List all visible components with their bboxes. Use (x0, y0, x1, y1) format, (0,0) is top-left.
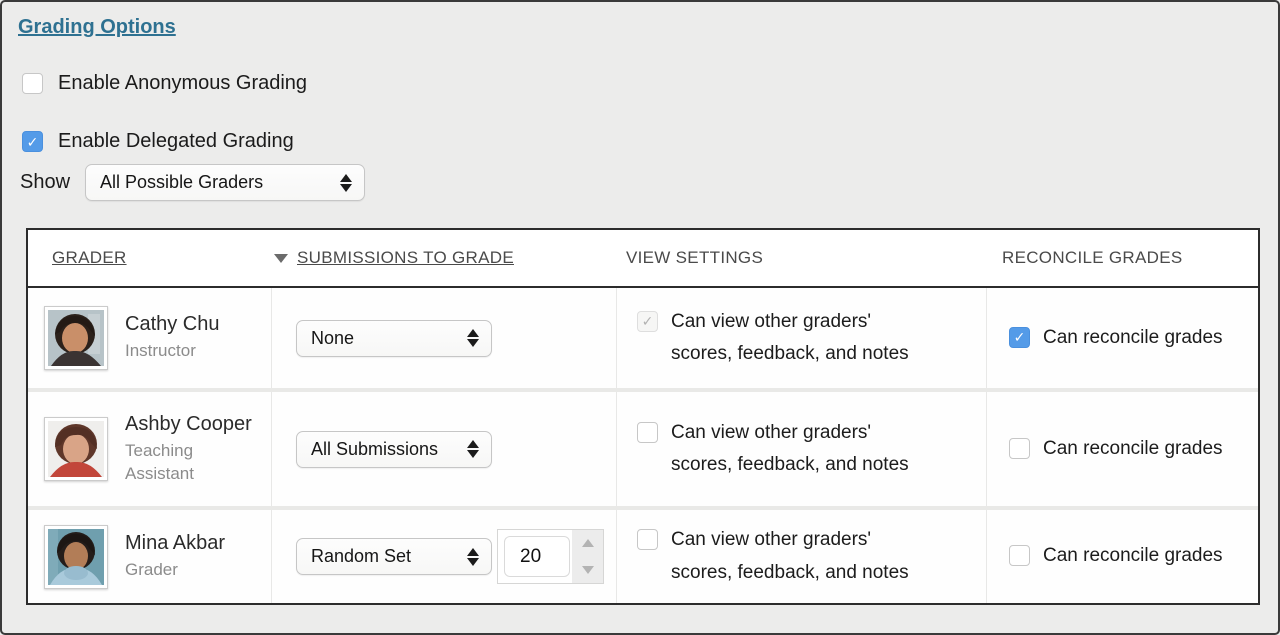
random-set-count-widget (497, 529, 604, 584)
submissions-select-value: All Submissions (311, 438, 439, 459)
reconcile-grades-checkbox[interactable] (1009, 545, 1030, 566)
table-header-row (28, 230, 1258, 288)
up-arrow-icon (582, 539, 594, 547)
submissions-select-value: None (311, 327, 355, 348)
grading-options-link[interactable]: Grading Options (18, 16, 176, 38)
reconcile-grades-label: Can reconcile grades (1043, 326, 1223, 348)
show-label: Show (20, 171, 71, 193)
view-settings-label: Can view other graders' scores, feedback, and notes (671, 421, 909, 475)
submissions-to-grade-select[interactable] (296, 538, 492, 575)
view-settings-checkbox[interactable] (637, 422, 658, 443)
header-submissions-sort-link[interactable]: SUBMISSIONS TO GRADE (297, 248, 514, 267)
table-row (28, 388, 1258, 506)
down-arrow-icon (582, 566, 594, 574)
header-reconcile-grades: RECONCILE GRADES (1002, 248, 1183, 267)
random-set-count-input[interactable] (504, 536, 570, 577)
anonymous-grading-label: Enable Anonymous Grading (58, 72, 308, 94)
reconcile-grades-checkbox[interactable] (1009, 327, 1030, 348)
view-settings-checkbox[interactable] (637, 529, 658, 550)
show-graders-select[interactable] (85, 164, 365, 201)
reconcile-grades-checkbox[interactable] (1009, 438, 1030, 459)
reconcile-grades-label: Can reconcile grades (1043, 437, 1223, 459)
submissions-to-grade-select[interactable] (296, 431, 492, 468)
grader-avatar (44, 525, 108, 589)
grader-role: Instructor (125, 341, 196, 361)
grader-avatar (44, 306, 108, 370)
select-arrows-icon (340, 174, 352, 192)
table-row (28, 288, 1258, 388)
grader-name: Mina Akbar (125, 531, 226, 554)
select-arrows-icon (467, 548, 479, 566)
reconcile-grades-label: Can reconcile grades (1043, 545, 1223, 567)
grader-name: Ashby Cooper (125, 413, 252, 436)
view-settings-label: Can view other graders' scores, feedback, and notes (671, 310, 909, 364)
spinner-up-button[interactable] (572, 530, 603, 557)
delegated-grading-option (22, 130, 1278, 153)
grader-role: Grader (125, 559, 178, 579)
header-grader-sort-link[interactable]: GRADER (52, 248, 127, 267)
select-arrows-icon (467, 440, 479, 458)
table-row (28, 506, 1258, 603)
anonymous-grading-checkbox[interactable] (22, 73, 43, 94)
view-settings-checkbox (637, 311, 658, 332)
select-arrows-icon (467, 329, 479, 347)
show-graders-row (20, 164, 1278, 201)
submissions-to-grade-select[interactable] (296, 320, 492, 357)
delegated-grading-label: Enable Delegated Grading (58, 130, 294, 152)
grader-avatar (44, 417, 108, 481)
delegated-grading-checkbox[interactable] (22, 131, 43, 152)
grader-role: Teaching Assistant (125, 441, 194, 483)
spinner-down-button[interactable] (572, 557, 603, 584)
delegated-graders-table (26, 228, 1260, 605)
view-settings-label: Can view other graders' scores, feedback, and notes (671, 529, 909, 583)
grader-name: Cathy Chu (125, 313, 220, 336)
submissions-select-value: Random Set (311, 546, 412, 566)
show-graders-select-value: All Possible Graders (100, 172, 264, 192)
anonymous-grading-option (22, 72, 1278, 95)
sort-desc-icon (274, 254, 288, 263)
header-view-settings: VIEW SETTINGS (626, 248, 764, 267)
